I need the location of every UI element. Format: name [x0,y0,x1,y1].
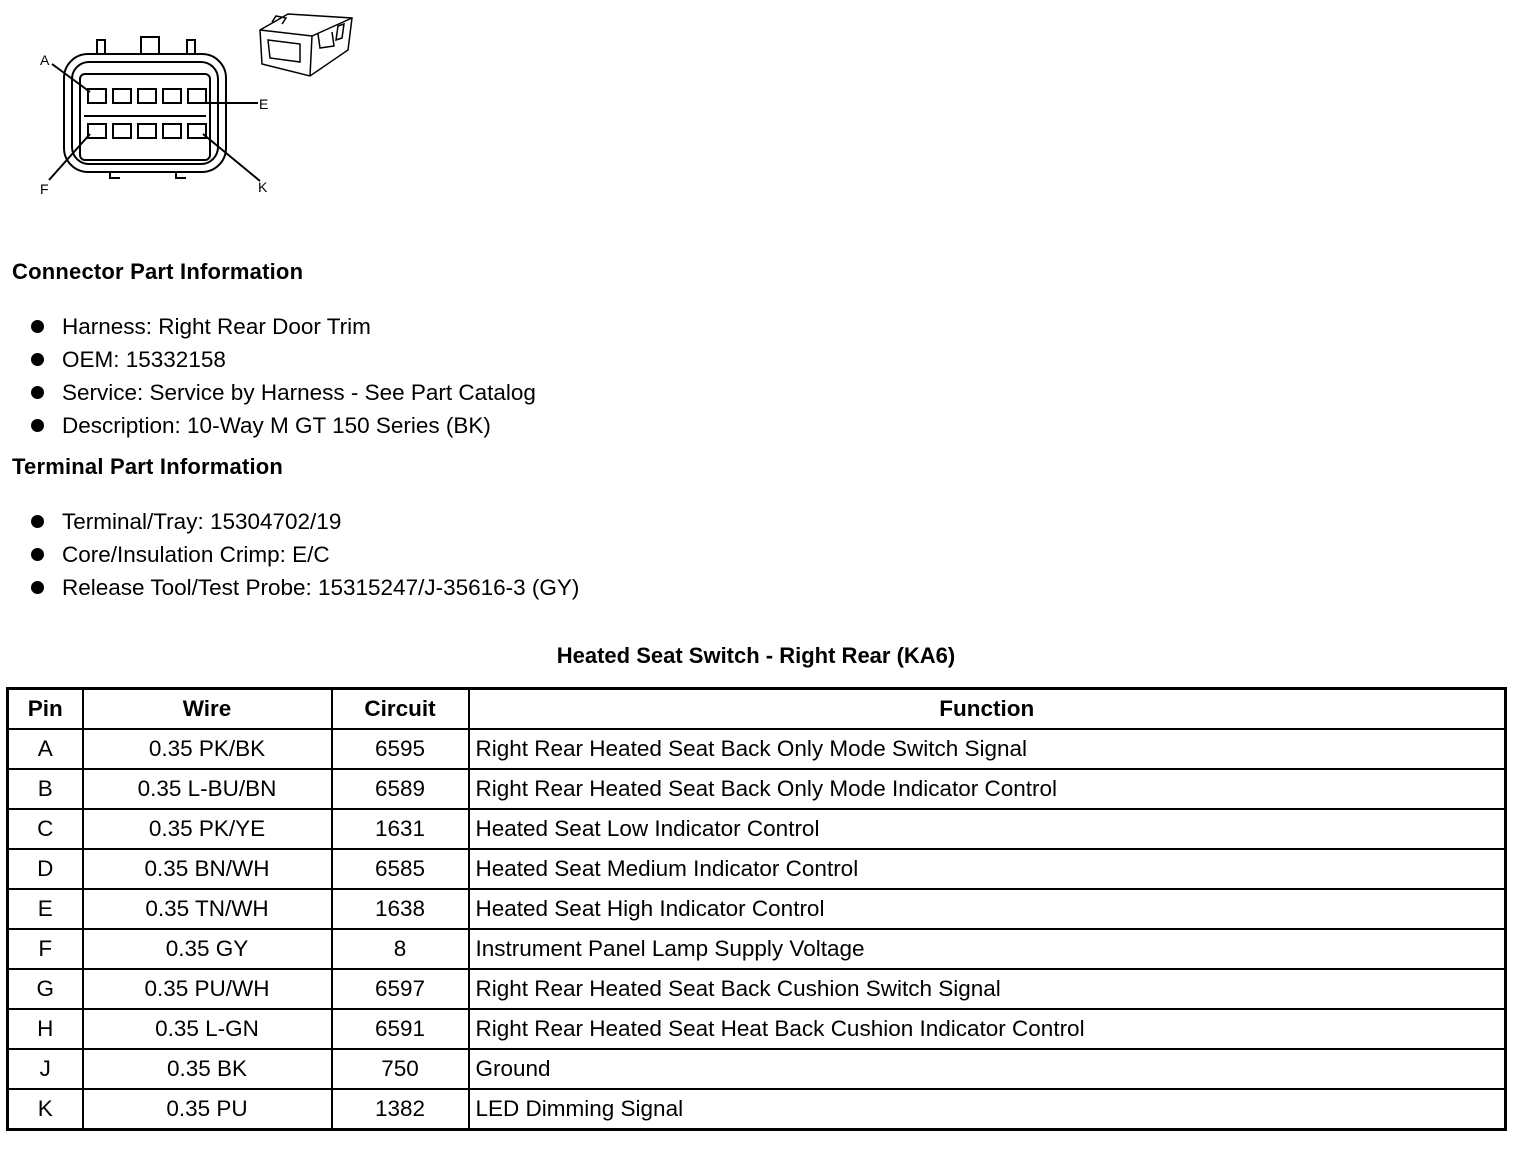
cell-pin: K [8,1089,83,1130]
cell-wire: 0.35 L-GN [83,1009,332,1049]
cell-wire: 0.35 BN/WH [83,849,332,889]
cell-pin: J [8,1049,83,1089]
table-row [8,769,1506,809]
cell-function: Right Rear Heated Seat Back Only Mode Indicator Control [469,769,1506,809]
header-wire: Wire [83,689,332,730]
table-row [8,929,1506,969]
connector-face-drawing [49,37,260,181]
cell-function: Heated Seat Low Indicator Control [469,809,1506,849]
cell-circuit: 6589 [332,769,469,809]
cell-wire: 0.35 PK/BK [83,729,332,769]
cell-pin: A [8,729,83,769]
table-row [8,729,1506,769]
header-function: Function [469,689,1506,730]
connector-part-item: Description: 10-Way M GT 150 Series (BK) [28,409,536,442]
connector-diagram [0,0,380,210]
cell-pin: H [8,1009,83,1049]
terminal-part-item: Core/Insulation Crimp: E/C [28,538,579,571]
pin-label-f: F [40,181,49,197]
cell-function: LED Dimming Signal [469,1089,1506,1130]
pinout-table [6,687,1507,1131]
pin-label-k: K [258,179,268,195]
connector-3d-sketch [260,14,352,76]
pin-label-a: A [40,52,50,68]
cell-pin: G [8,969,83,1009]
connector-part-list [28,310,536,442]
cell-function: Instrument Panel Lamp Supply Voltage [469,929,1506,969]
cell-pin: F [8,929,83,969]
cell-function: Ground [469,1049,1506,1089]
cell-circuit: 6595 [332,729,469,769]
cell-wire: 0.35 PU [83,1089,332,1130]
cell-circuit: 1638 [332,889,469,929]
connector-part-item: Service: Service by Harness - See Part Catalog [28,376,536,409]
connector-part-item: OEM: 15332158 [28,343,536,376]
table-header-row [8,689,1506,730]
cell-function: Right Rear Heated Seat Back Cushion Switch Signal [469,969,1506,1009]
cell-function: Heated Seat High Indicator Control [469,889,1506,929]
cell-function: Right Rear Heated Seat Back Only Mode Switch Signal [469,729,1506,769]
cell-wire: 0.35 PK/YE [83,809,332,849]
table-row [8,1089,1506,1130]
table-row [8,889,1506,929]
cell-function: Heated Seat Medium Indicator Control [469,849,1506,889]
terminal-part-list [28,505,579,604]
table-row [8,809,1506,849]
cell-pin: B [8,769,83,809]
cell-circuit: 8 [332,929,469,969]
cell-circuit: 750 [332,1049,469,1089]
table-row [8,849,1506,889]
cell-circuit: 6585 [332,849,469,889]
cell-pin: D [8,849,83,889]
terminal-part-item: Terminal/Tray: 15304702/19 [28,505,579,538]
cell-wire: 0.35 TN/WH [83,889,332,929]
terminal-part-item: Release Tool/Test Probe: 15315247/J-35616-3 (GY) [28,571,579,604]
cell-circuit: 6597 [332,969,469,1009]
cell-wire: 0.35 L-BU/BN [83,769,332,809]
cell-circuit: 1382 [332,1089,469,1130]
table-title: Heated Seat Switch - Right Rear (KA6) [556,643,956,668]
cell-circuit: 6591 [332,1009,469,1049]
table-row [8,1049,1506,1089]
header-pin: Pin [8,689,83,730]
cell-wire: 0.35 PU/WH [83,969,332,1009]
cell-wire: 0.35 GY [83,929,332,969]
pin-label-e: E [259,96,269,112]
table-row [8,969,1506,1009]
cell-wire: 0.35 BK [83,1049,332,1089]
terminal-part-heading: Terminal Part Information [12,454,284,479]
cell-circuit: 1631 [332,809,469,849]
table-row [8,1009,1506,1049]
connector-part-item: Harness: Right Rear Door Trim [28,310,536,343]
cell-pin: E [8,889,83,929]
cell-pin: C [8,809,83,849]
connector-part-heading: Connector Part Information [12,259,304,284]
header-circuit: Circuit [332,689,469,730]
cell-function: Right Rear Heated Seat Heat Back Cushion Indicator Control [469,1009,1506,1049]
